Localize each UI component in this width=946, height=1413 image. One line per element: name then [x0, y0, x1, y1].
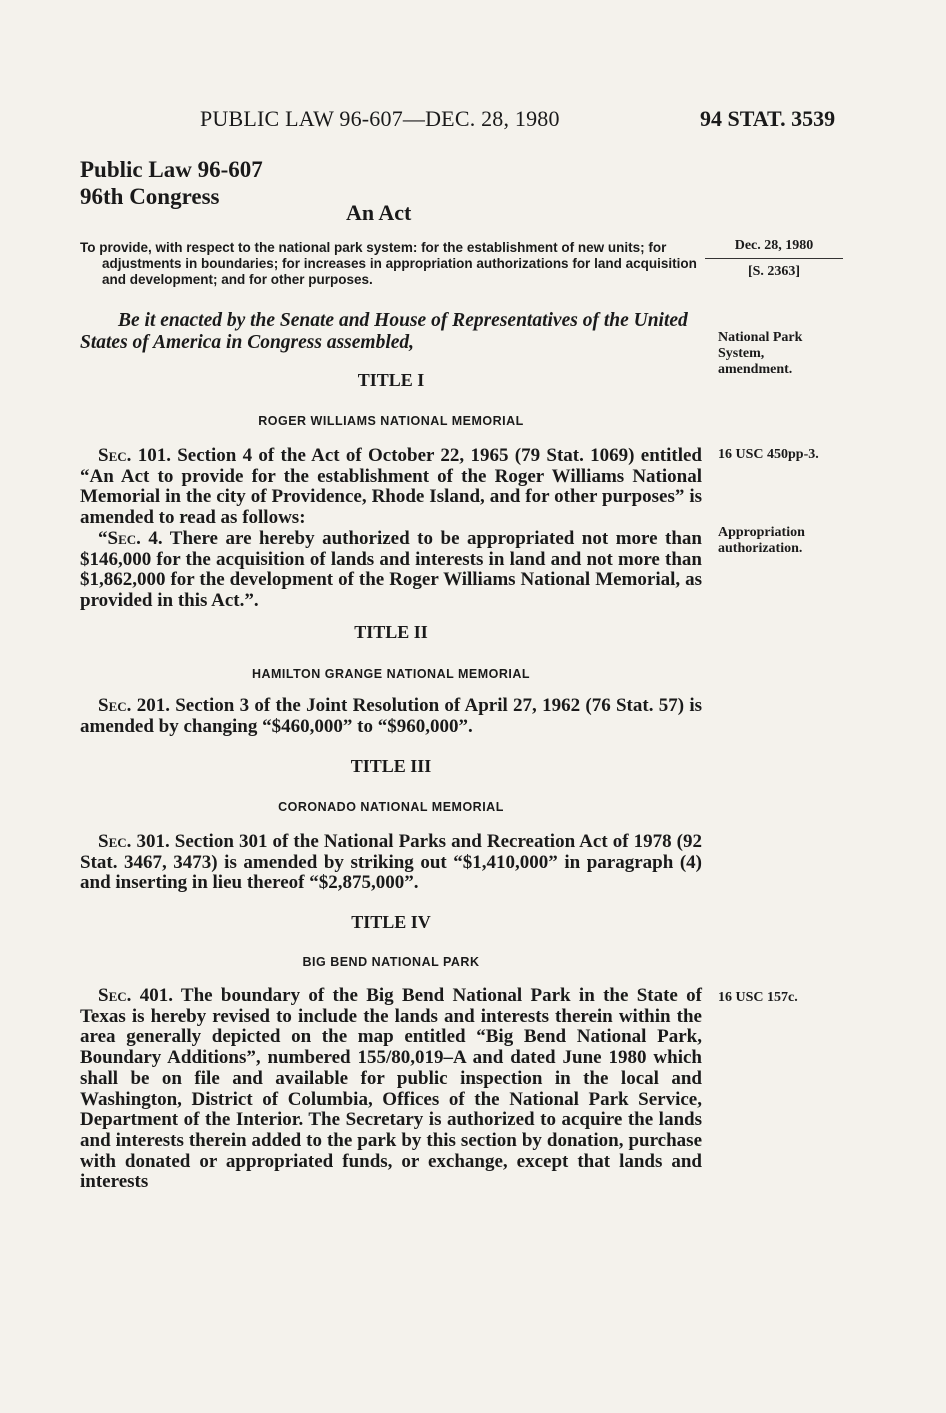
hamilton-grange-heading: HAMILTON GRANGE NATIONAL MEMORIAL: [251, 667, 531, 681]
coronado-heading: CORONADO NATIONAL MEMORIAL: [278, 800, 504, 814]
section-4-quoted: [80, 529, 702, 612]
roger-williams-heading: ROGER WILLIAMS NATIONAL MEMORIAL: [258, 414, 524, 428]
margin-note-line: authorization.: [718, 541, 803, 556]
section-label: Sec.: [98, 695, 132, 716]
title-three-heading: TITLE III: [350, 756, 432, 776]
law-designation: [80, 156, 263, 210]
title-four-heading: TITLE IV: [351, 912, 431, 932]
enactment-date: Dec. 28, 1980: [734, 238, 814, 253]
section-text: 4. There are hereby authorized to be appropriated not more than $146,000 for the acquisition of lands and interests in land and not more than $1,862,000 for the development of the Roger Williams National Memorial, as provided in this Act.”.: [80, 528, 703, 612]
public-law-number: Public Law 96-607: [80, 157, 263, 182]
bill-number: [S. 2363]: [747, 264, 801, 279]
section-201: [80, 696, 702, 737]
title-two-heading: TITLE II: [354, 622, 428, 642]
purpose-statement: To provide, with respect to the national park system: for the establishment of new units; for adjustments in boundaries; for increases in appropriation authorizations for land acquisition and development; and for other purposes.: [80, 240, 697, 287]
enacting-clause: Be it enacted by the Senate and House of Representatives of the United States of America in Congress assembled,: [80, 310, 688, 353]
title-one-heading: TITLE I: [357, 370, 425, 390]
margin-note-line: amendment.: [718, 362, 793, 377]
section-401: [80, 986, 702, 1193]
section-label: Sec.: [98, 831, 132, 852]
section-label: Sec.: [98, 985, 132, 1006]
running-header-stat: 94 STAT. 3539: [700, 106, 836, 131]
section-text: 301. Section 301 of the National Parks and Recreation Act of 1978 (92 Stat. 3467, 3473) is amended by striking out “$1,410,000” in paragraph (4) and inserting in lieu thereof “$2,875,000”.: [80, 831, 703, 894]
section-label: Sec.: [98, 445, 132, 466]
enactment-date-block: [705, 234, 843, 283]
margin-note-line: System,: [718, 346, 765, 361]
margin-note-line: Appropriation: [718, 525, 805, 540]
section-301: [80, 832, 702, 894]
section-text: 101. Section 4 of the Act of October 22, 1965 (79 Stat. 1069) entitled “An Act to provide for the establishment of the Roger Williams National Memorial in the city of Providence, Rhode Island, and for other purposes” is amended to read as follows:: [80, 445, 702, 529]
section-label: “Sec.: [98, 528, 141, 549]
act-heading: An Act: [346, 200, 412, 225]
running-header-title: PUBLIC LAW 96-607—DEC. 28, 1980: [200, 106, 560, 131]
big-bend-heading: BIG BEND NATIONAL PARK: [302, 955, 480, 969]
margin-note-usc-157c: 16 USC 157c.: [718, 990, 798, 1005]
section-text: 201. Section 3 of the Joint Resolution of April 27, 1962 (76 Stat. 57) is amended by changing “$460,000” to “$960,000”.: [80, 695, 703, 737]
margin-note-usc-450pp: 16 USC 450pp-3.: [718, 447, 819, 462]
margin-note-appropriation: [718, 525, 805, 557]
margin-note-line: National Park: [718, 330, 803, 345]
section-101: [80, 446, 702, 529]
congress-number: 96th Congress: [80, 184, 220, 209]
section-text: 401. The boundary of the Big Bend National Park in the State of Texas is hereby revised to include the lands and interests therein within the area generally depicted on the map entitled “Big Bend National Park, Boundary Additions”, numbered 155/80,019–A and dated June 1980 which shall be on file and available for public inspection in the local and Washington, District of Columbia, Offices of the National Park Service, Department of the Interior. The Secretary is authorized to acquire the lands and interests therein added to the park by this section by donation, purchase with donated or appropriated funds, or exchange, except that lands and interests: [80, 985, 702, 1193]
margin-note-nps-amendment: [718, 330, 802, 378]
date-divider: [705, 258, 843, 259]
